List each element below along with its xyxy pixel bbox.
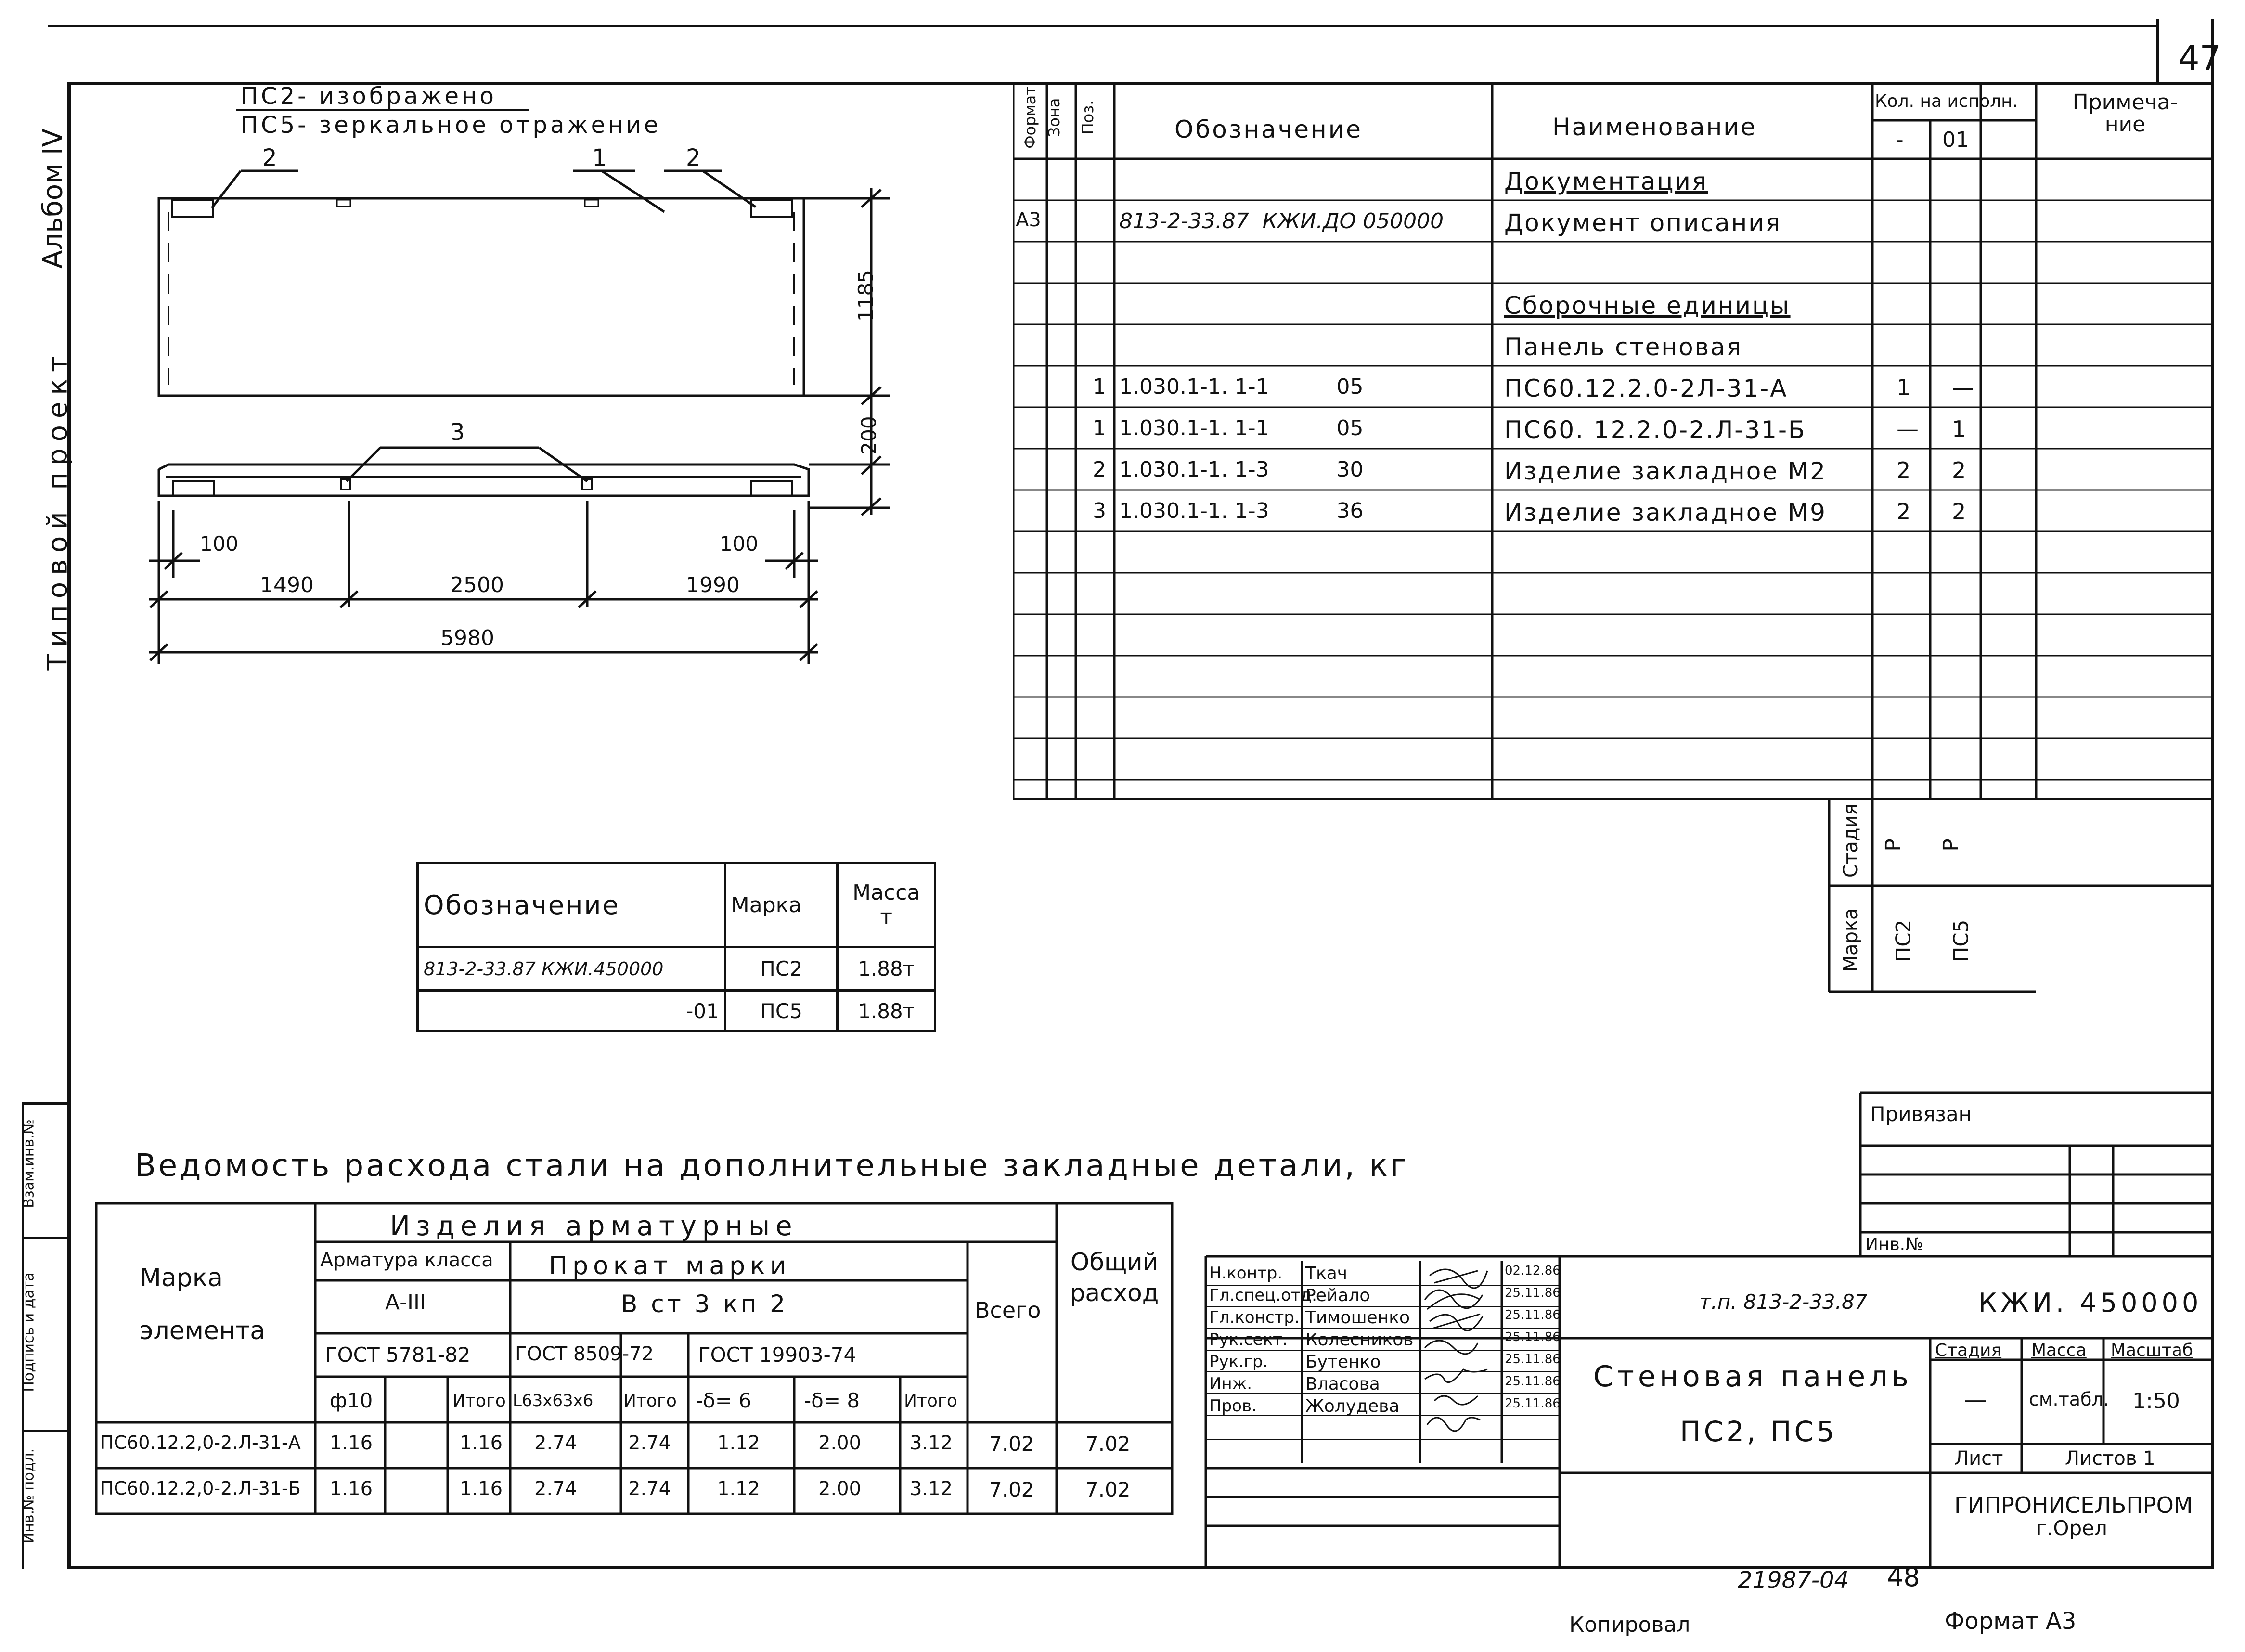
callout-2-left: 2 bbox=[262, 144, 277, 171]
signer-role: Рук.гр. bbox=[1209, 1352, 1268, 1371]
signer-name: Рейало bbox=[1305, 1286, 1370, 1305]
spec-row-q1: 1 bbox=[1897, 374, 1911, 400]
title-scale-v: 1:50 bbox=[2132, 1389, 2180, 1413]
spec-row-pos: 3 bbox=[1093, 499, 1106, 523]
spec-h-pos: Поз. bbox=[1079, 100, 1097, 135]
title-project-code: т.п. 813-2-33.87 bbox=[1699, 1290, 1868, 1314]
steel-cell-angle: 2.74 bbox=[534, 1432, 578, 1454]
spec-row-q1: 2 bbox=[1897, 499, 1911, 525]
signer-date: 25.11.86 bbox=[1505, 1374, 1561, 1389]
steel-cell-it3: 3.12 bbox=[910, 1478, 953, 1500]
spec-row-name: Документ описания bbox=[1504, 209, 1781, 237]
mass-row-2-mass: 1.88т bbox=[838, 991, 935, 1032]
spec-row-name: Сборочные единицы bbox=[1504, 292, 1791, 320]
side-stamp-1: Взам.инв.№ bbox=[20, 1119, 38, 1208]
footer-format: Формат А3 bbox=[1945, 1608, 2077, 1635]
spec-h-qty-a: - bbox=[1897, 129, 1904, 151]
spec-row-q1: 2 bbox=[1897, 457, 1911, 483]
title-org: ГИПРОНИСЕЛЬПРОМ bbox=[1954, 1492, 2193, 1518]
dim-left-offset: 100 bbox=[200, 532, 239, 555]
mass-row-1-mark: ПС2 bbox=[725, 947, 838, 991]
top-rule bbox=[48, 25, 2156, 27]
steel-h-rebar-gost: ГОСТ 5781-82 bbox=[325, 1343, 471, 1367]
dim-seg1: 1490 bbox=[260, 573, 314, 597]
mass-row-2-designation: -01 bbox=[418, 991, 725, 1032]
spec-row-designation: 1.030.1-1. 1-1 05 bbox=[1119, 374, 1364, 399]
signer-date: 25.11.86 bbox=[1505, 1330, 1561, 1344]
mass-h-designation: Обозначение bbox=[418, 863, 725, 947]
spec-mark-a: ПС2 bbox=[1891, 919, 1915, 962]
spec-row-name: Изделие закладное М9 bbox=[1504, 499, 1827, 527]
steel-h-overall: Общий расход bbox=[1070, 1248, 1159, 1307]
binding-inv: Инв.№ bbox=[1865, 1235, 1923, 1254]
signer-role: Инж. bbox=[1209, 1374, 1252, 1394]
spec-row-name: ПС60. 12.2.0-2.Л-31-Б bbox=[1504, 416, 1806, 444]
footer-archive: 21987-04 bbox=[1738, 1567, 1849, 1594]
footer-archive-page: 48 bbox=[1887, 1562, 1920, 1592]
spec-row-q2: 1 bbox=[1952, 416, 1966, 442]
title-stage-v: — bbox=[1964, 1386, 1987, 1413]
spec-h-format: Формат bbox=[1021, 86, 1039, 149]
title-stage-h: Стадия bbox=[1935, 1341, 2002, 1360]
steel-cell-angle: 2.74 bbox=[534, 1478, 578, 1500]
steel-h-gost19903: ГОСТ 19903-74 bbox=[698, 1343, 857, 1367]
signer-role: Рук.сект. bbox=[1209, 1330, 1288, 1349]
mass-h-mass: Масса т bbox=[838, 863, 935, 947]
title-mass-h: Масса bbox=[2031, 1341, 2087, 1360]
steel-h-itogo-3: Итого bbox=[904, 1391, 957, 1411]
signer-date: 02.12.86 bbox=[1505, 1264, 1561, 1278]
mass-row-2-mark: ПС5 bbox=[725, 991, 838, 1032]
spec-row-designation: 813-2-33.87 КЖИ.ДО 050000 bbox=[1119, 209, 1444, 233]
steel-cell-d6: 1.12 bbox=[717, 1478, 761, 1500]
side-album-label: Альбом IV bbox=[37, 129, 69, 269]
spec-row-pos: 1 bbox=[1093, 374, 1106, 399]
signer-date: 25.11.86 bbox=[1505, 1352, 1561, 1367]
page-num-box bbox=[2156, 19, 2159, 84]
side-project-label: Типовой проект bbox=[42, 349, 74, 671]
spec-row-designation: 1.030.1-1. 1-3 36 bbox=[1119, 499, 1364, 523]
callout-2-right: 2 bbox=[686, 144, 701, 171]
steel-cell-mark: ПС60.12.2,0-2.Л-31-Б bbox=[100, 1478, 301, 1499]
steel-cell-it2: 2.74 bbox=[628, 1432, 671, 1454]
footer-copied: Копировал bbox=[1569, 1613, 1690, 1637]
spec-mark-label: Марка bbox=[1840, 908, 1862, 972]
spec-h-zone: Зона bbox=[1045, 98, 1063, 137]
page-number: 47 bbox=[2178, 39, 2221, 78]
signer-role: Гл.спец.отд. bbox=[1209, 1286, 1317, 1305]
steel-cell-d8: 2.00 bbox=[818, 1478, 862, 1500]
signer-name: Ткач bbox=[1305, 1264, 1348, 1283]
spec-h-note: Примеча- ние bbox=[2072, 90, 2178, 137]
binding-label: Привязан bbox=[1870, 1102, 1972, 1126]
caption-ps2: ПС2- изображено bbox=[241, 83, 497, 110]
spec-row-pos: 1 bbox=[1093, 416, 1106, 440]
steel-cell-phi10: 1.16 bbox=[330, 1478, 373, 1500]
title-sheet-h: Лист bbox=[1954, 1447, 2003, 1470]
spec-row-q1: — bbox=[1897, 416, 1919, 442]
spec-row-q2: — bbox=[1952, 374, 1974, 400]
steel-h-itogo-1: Итого bbox=[452, 1391, 506, 1411]
signer-date: 25.11.86 bbox=[1505, 1286, 1561, 1300]
spec-stage-b: Р bbox=[1938, 839, 1963, 852]
signer-date: 25.11.86 bbox=[1505, 1308, 1561, 1322]
caption-ps5: ПС5- зеркальное отражение bbox=[241, 112, 661, 139]
steel-h-rolled-grade: В ст 3 кп 2 bbox=[621, 1290, 788, 1318]
title-scale-h: Масштаб bbox=[2111, 1341, 2193, 1360]
spec-h-qty-b: 01 bbox=[1942, 128, 1969, 152]
signer-name: Колесников bbox=[1305, 1330, 1414, 1350]
spec-row-designation: 1.030.1-1. 1-1 05 bbox=[1119, 416, 1364, 440]
signer-role: Гл.констр. bbox=[1209, 1308, 1300, 1327]
signer-name: Власова bbox=[1305, 1374, 1380, 1394]
mass-row-1-designation: 813-2-33.87 КЖИ.450000 bbox=[418, 947, 725, 991]
signer-name: Тимошенко bbox=[1305, 1308, 1410, 1328]
steel-cell-total: 7.02 bbox=[989, 1478, 1034, 1501]
steel-h-d8: -δ= 8 bbox=[804, 1389, 860, 1412]
steel-cell-mark: ПС60.12.2,0-2.Л-31-А bbox=[100, 1432, 301, 1453]
dim-right-offset: 100 bbox=[720, 532, 759, 555]
spec-row-pos: 2 bbox=[1093, 457, 1106, 482]
spec-row-name: Документация bbox=[1504, 168, 1708, 195]
spec-h-qty: Кол. на исполн. bbox=[1875, 91, 2018, 111]
callout-1: 1 bbox=[592, 144, 607, 171]
signer-role: Н.контр. bbox=[1209, 1264, 1283, 1283]
dim-total: 5980 bbox=[440, 626, 494, 650]
steel-cell-phi10: 1.16 bbox=[330, 1432, 373, 1454]
steel-cell-it3: 3.12 bbox=[910, 1432, 953, 1454]
steel-cell-d8: 2.00 bbox=[818, 1432, 862, 1454]
spec-row-format: А3 bbox=[1016, 209, 1041, 231]
signer-role: Пров. bbox=[1209, 1396, 1257, 1416]
title-mass-v: см.табл. bbox=[2029, 1389, 2109, 1410]
title-sheets-h: Листов 1 bbox=[2065, 1447, 2155, 1470]
steel-h-rebar-class-val: А-III bbox=[385, 1290, 426, 1315]
title-doc-code: КЖИ. 450000 bbox=[1978, 1288, 2203, 1318]
spec-row-name: Панель стеновая bbox=[1504, 333, 1742, 361]
steel-h-angle: L63x63x6 bbox=[513, 1391, 594, 1410]
steel-h-total: Всего bbox=[975, 1297, 1041, 1323]
steel-h-rolled: Прокат марки bbox=[549, 1252, 791, 1280]
title-city: г.Орел bbox=[2036, 1516, 2107, 1540]
steel-h-rebar: Изделия арматурные bbox=[390, 1211, 798, 1242]
mass-table bbox=[416, 862, 936, 1032]
spec-stage-a: Р bbox=[1881, 839, 1906, 852]
dim-seg3: 1990 bbox=[686, 573, 740, 597]
mass-h-mark: Марка bbox=[725, 863, 838, 947]
spec-row-designation: 1.030.1-1. 1-3 30 bbox=[1119, 457, 1364, 482]
spec-row-q2: 2 bbox=[1952, 457, 1966, 483]
steel-cell-total: 7.02 bbox=[989, 1432, 1034, 1456]
spec-h-name: Наименование bbox=[1552, 113, 1757, 141]
callout-3: 3 bbox=[450, 419, 465, 446]
frame-left bbox=[67, 82, 71, 1569]
steel-cell-overall: 7.02 bbox=[1085, 1478, 1131, 1501]
steel-cell-it1: 1.16 bbox=[460, 1478, 503, 1500]
side-stamp-3: Инв.№ подл. bbox=[20, 1448, 38, 1544]
spec-row-name: ПС60.12.2.0-2Л-31-А bbox=[1504, 374, 1788, 402]
spec-mark-b: ПС5 bbox=[1949, 919, 1973, 962]
spec-stage-label: Стадия bbox=[1840, 803, 1862, 878]
signer-name: Бутенко bbox=[1305, 1352, 1381, 1372]
steel-cell-overall: 7.02 bbox=[1085, 1432, 1131, 1456]
steel-title: Ведомость расхода стали на дополнительные закладные детали, кг bbox=[135, 1148, 1409, 1184]
title-name-1: Стеновая панель bbox=[1593, 1360, 1912, 1394]
steel-h-d6: -δ= 6 bbox=[696, 1389, 752, 1412]
steel-h-gost8509: ГОСТ 8509-72 bbox=[515, 1343, 654, 1365]
mass-row-1-mass: 1.88т bbox=[838, 947, 935, 991]
signer-date: 25.11.86 bbox=[1505, 1396, 1561, 1411]
steel-h-rebar-class: Арматура класса bbox=[320, 1249, 493, 1271]
signer-name: Жолудева bbox=[1305, 1396, 1400, 1416]
spec-row-name: Изделие закладное М2 bbox=[1504, 457, 1827, 485]
steel-cell-it1: 1.16 bbox=[460, 1432, 503, 1454]
steel-h-mark: Марка элемента bbox=[140, 1264, 266, 1345]
steel-h-phi10: ф10 bbox=[330, 1389, 373, 1412]
side-stamp-2: Подпись и дата bbox=[20, 1272, 38, 1392]
side-stamp-div bbox=[22, 1237, 70, 1239]
spec-h-designation: Обозначение bbox=[1174, 116, 1363, 143]
dim-seg2: 2500 bbox=[450, 573, 504, 597]
spec-row-q2: 2 bbox=[1952, 499, 1966, 525]
dim-depth: 200 bbox=[857, 416, 881, 455]
dim-height: 1185 bbox=[853, 270, 877, 322]
title-name-2: ПС2, ПС5 bbox=[1680, 1415, 1837, 1448]
steel-cell-it2: 2.74 bbox=[628, 1478, 671, 1500]
steel-cell-d6: 1.12 bbox=[717, 1432, 761, 1454]
steel-h-itogo-2: Итого bbox=[623, 1391, 677, 1411]
